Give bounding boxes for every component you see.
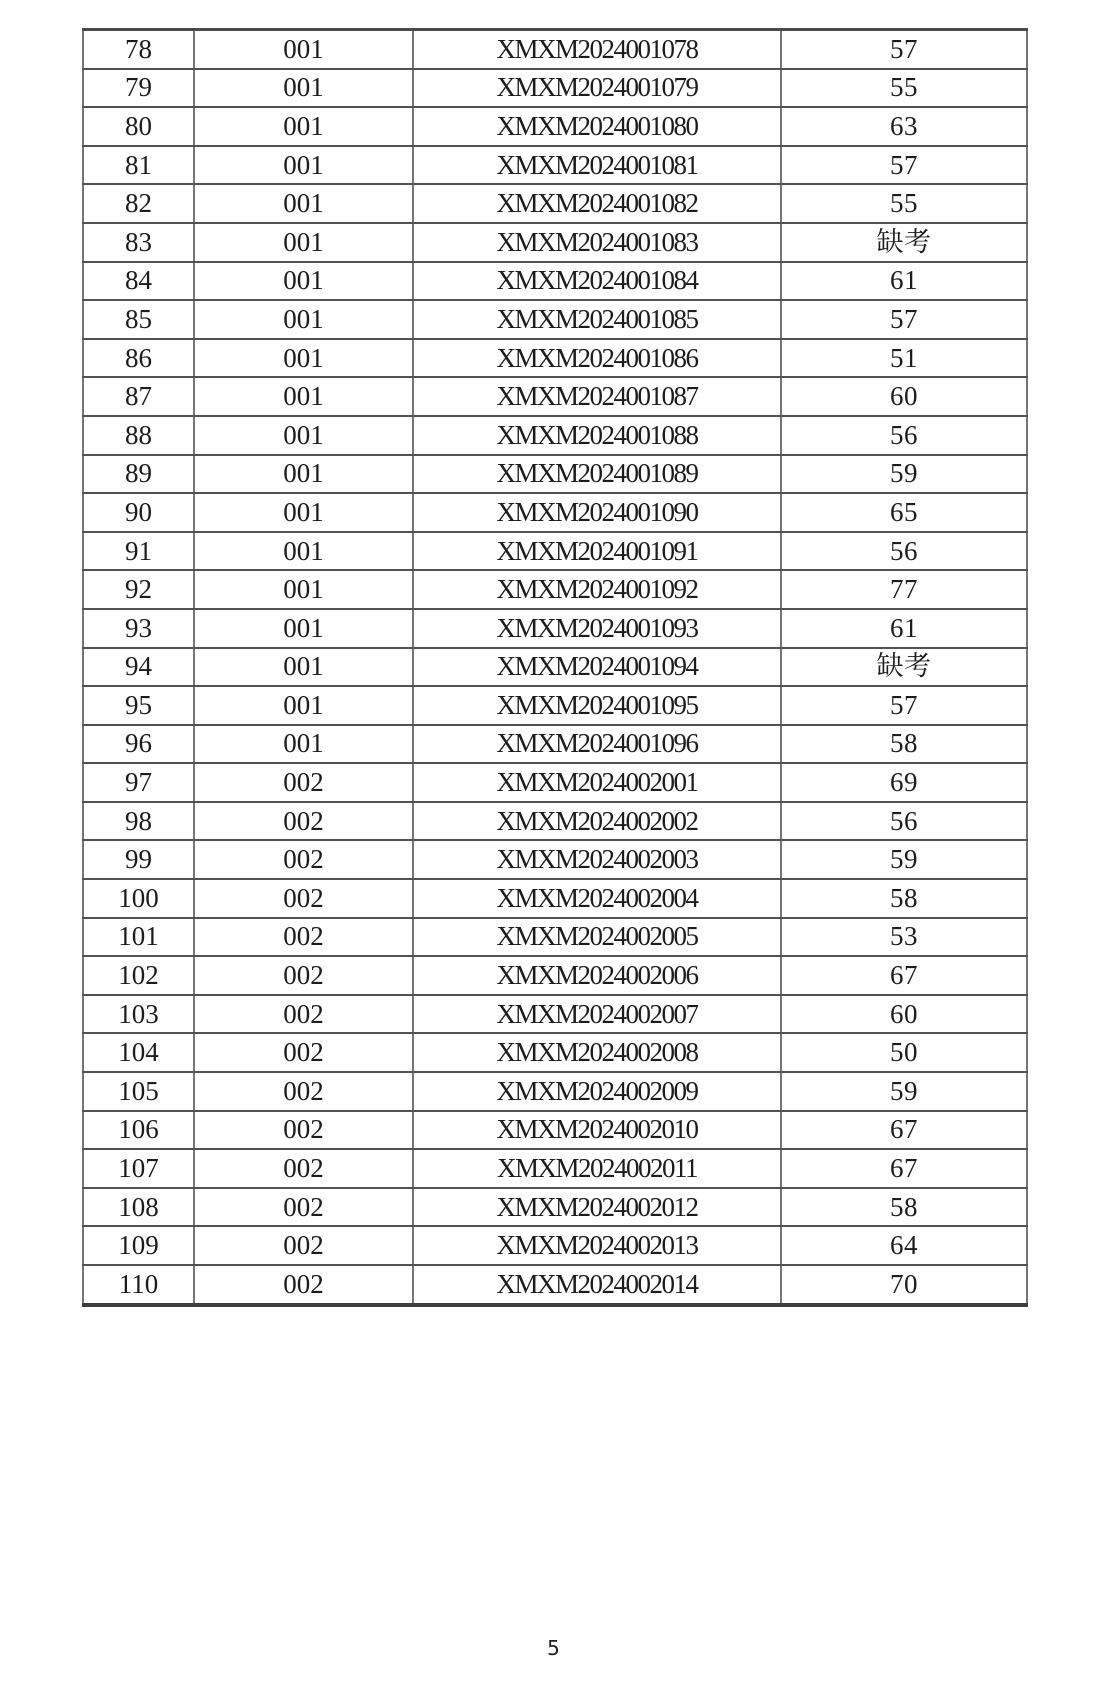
- table-row: [83, 339, 1027, 378]
- score-cell: 56: [781, 802, 1027, 841]
- row-number-cell: 99: [83, 840, 194, 879]
- row-number-cell: 107: [83, 1149, 194, 1188]
- score-cell: 58: [781, 1188, 1027, 1227]
- site-code-cell: 001: [194, 416, 413, 455]
- table-row: [83, 840, 1027, 879]
- score-cell: 51: [781, 339, 1027, 378]
- row-number-cell: 78: [83, 30, 194, 69]
- score-cell: 65: [781, 493, 1027, 532]
- table-row: [83, 416, 1027, 455]
- row-number-cell: 91: [83, 532, 194, 571]
- exam-id-cell: XMXM2024001081: [413, 146, 781, 185]
- exam-id-cell: XMXM2024001089: [413, 455, 781, 494]
- table-row: [83, 107, 1027, 146]
- site-code-cell: 001: [194, 493, 413, 532]
- table-row: [83, 609, 1027, 648]
- row-number-cell: 90: [83, 493, 194, 532]
- table-row: [83, 455, 1027, 494]
- row-number-cell: 93: [83, 609, 194, 648]
- table-row: [83, 262, 1027, 301]
- table-row: [83, 1072, 1027, 1111]
- row-number-cell: 101: [83, 918, 194, 957]
- site-code-cell: 001: [194, 455, 413, 494]
- exam-id-cell: XMXM2024001088: [413, 416, 781, 455]
- site-code-cell: 001: [194, 184, 413, 223]
- exam-id-cell: XMXM2024001093: [413, 609, 781, 648]
- site-code-cell: 002: [194, 995, 413, 1034]
- score-cell: 57: [781, 686, 1027, 725]
- score-cell: 58: [781, 879, 1027, 918]
- exam-id-cell: XMXM2024001095: [413, 686, 781, 725]
- exam-id-cell: XMXM2024001080: [413, 107, 781, 146]
- table-row: [83, 995, 1027, 1034]
- table-row: [83, 725, 1027, 764]
- exam-id-cell: XMXM2024001079: [413, 69, 781, 108]
- exam-id-cell: XMXM2024002001: [413, 763, 781, 802]
- site-code-cell: 002: [194, 1226, 413, 1265]
- row-number-cell: 87: [83, 377, 194, 416]
- score-cell: 57: [781, 300, 1027, 339]
- row-number-cell: 106: [83, 1111, 194, 1150]
- score-cell: 56: [781, 416, 1027, 455]
- score-cell: 70: [781, 1265, 1027, 1305]
- table-row: [83, 69, 1027, 108]
- site-code-cell: 002: [194, 956, 413, 995]
- row-number-cell: 89: [83, 455, 194, 494]
- exam-id-cell: XMXM2024001082: [413, 184, 781, 223]
- row-number-cell: 108: [83, 1188, 194, 1227]
- exam-id-cell: XMXM2024001083: [413, 223, 781, 262]
- exam-id-cell: XMXM2024001085: [413, 300, 781, 339]
- row-number-cell: 83: [83, 223, 194, 262]
- site-code-cell: 001: [194, 107, 413, 146]
- score-cell: 63: [781, 107, 1027, 146]
- site-code-cell: 002: [194, 1033, 413, 1072]
- row-number-cell: 95: [83, 686, 194, 725]
- exam-id-cell: XMXM2024001091: [413, 532, 781, 571]
- site-code-cell: 002: [194, 763, 413, 802]
- exam-id-cell: XMXM2024001078: [413, 30, 781, 69]
- table-row: [83, 763, 1027, 802]
- row-number-cell: 105: [83, 1072, 194, 1111]
- row-number-cell: 96: [83, 725, 194, 764]
- score-cell: 56: [781, 532, 1027, 571]
- row-number-cell: 98: [83, 802, 194, 841]
- exam-id-cell: XMXM2024002008: [413, 1033, 781, 1072]
- row-number-cell: 102: [83, 956, 194, 995]
- row-number-cell: 84: [83, 262, 194, 301]
- score-table-body: [83, 30, 1027, 1305]
- site-code-cell: 001: [194, 339, 413, 378]
- table-row: [83, 377, 1027, 416]
- exam-id-cell: XMXM2024002005: [413, 918, 781, 957]
- table-row: [83, 30, 1027, 69]
- exam-id-cell: XMXM2024001096: [413, 725, 781, 764]
- exam-id-cell: XMXM2024001086: [413, 339, 781, 378]
- row-number-cell: 82: [83, 184, 194, 223]
- site-code-cell: 002: [194, 1265, 413, 1305]
- row-number-cell: 80: [83, 107, 194, 146]
- table-row: [83, 1149, 1027, 1188]
- table-row: [83, 1033, 1027, 1072]
- site-code-cell: 001: [194, 686, 413, 725]
- site-code-cell: 002: [194, 918, 413, 957]
- exam-id-cell: XMXM2024002009: [413, 1072, 781, 1111]
- exam-id-cell: XMXM2024002007: [413, 995, 781, 1034]
- exam-id-cell: XMXM2024002012: [413, 1188, 781, 1227]
- site-code-cell: 002: [194, 1188, 413, 1227]
- score-cell: 50: [781, 1033, 1027, 1072]
- score-cell: 58: [781, 725, 1027, 764]
- site-code-cell: 002: [194, 840, 413, 879]
- score-cell: 60: [781, 995, 1027, 1034]
- score-cell: 61: [781, 262, 1027, 301]
- exam-id-cell: XMXM2024002006: [413, 956, 781, 995]
- exam-id-cell: XMXM2024001092: [413, 570, 781, 609]
- score-cell: 57: [781, 146, 1027, 185]
- site-code-cell: 001: [194, 223, 413, 262]
- table-row: [83, 956, 1027, 995]
- site-code-cell: 001: [194, 69, 413, 108]
- score-table: [82, 28, 1028, 1307]
- site-code-cell: 001: [194, 648, 413, 687]
- score-cell: 67: [781, 956, 1027, 995]
- row-number-cell: 103: [83, 995, 194, 1034]
- site-code-cell: 001: [194, 609, 413, 648]
- exam-id-cell: XMXM2024002011: [413, 1149, 781, 1188]
- row-number-cell: 110: [83, 1265, 194, 1305]
- table-row: [83, 146, 1027, 185]
- exam-id-cell: XMXM2024002010: [413, 1111, 781, 1150]
- table-row: [83, 1111, 1027, 1150]
- score-cell: 53: [781, 918, 1027, 957]
- table-row: [83, 300, 1027, 339]
- score-cell: 55: [781, 69, 1027, 108]
- site-code-cell: 002: [194, 802, 413, 841]
- score-cell: 67: [781, 1149, 1027, 1188]
- row-number-cell: 104: [83, 1033, 194, 1072]
- row-number-cell: 79: [83, 69, 194, 108]
- row-number-cell: 81: [83, 146, 194, 185]
- score-cell: 59: [781, 455, 1027, 494]
- score-cell: 69: [781, 763, 1027, 802]
- site-code-cell: 001: [194, 30, 413, 69]
- score-cell: 缺考: [781, 648, 1027, 687]
- page-number: 5: [547, 1636, 560, 1660]
- score-cell: 59: [781, 840, 1027, 879]
- table-row: [83, 686, 1027, 725]
- table-row: [83, 532, 1027, 571]
- exam-id-cell: XMXM2024001087: [413, 377, 781, 416]
- row-number-cell: 94: [83, 648, 194, 687]
- score-cell: 60: [781, 377, 1027, 416]
- site-code-cell: 001: [194, 725, 413, 764]
- site-code-cell: 001: [194, 377, 413, 416]
- score-cell: 64: [781, 1226, 1027, 1265]
- table-row: [83, 184, 1027, 223]
- exam-id-cell: XMXM2024001084: [413, 262, 781, 301]
- exam-id-cell: XMXM2024002004: [413, 879, 781, 918]
- exam-id-cell: XMXM2024001090: [413, 493, 781, 532]
- exam-id-cell: XMXM2024002003: [413, 840, 781, 879]
- score-cell: 77: [781, 570, 1027, 609]
- table-row: [83, 1188, 1027, 1227]
- exam-id-cell: XMXM2024001094: [413, 648, 781, 687]
- row-number-cell: 92: [83, 570, 194, 609]
- site-code-cell: 001: [194, 146, 413, 185]
- row-number-cell: 88: [83, 416, 194, 455]
- score-cell: 59: [781, 1072, 1027, 1111]
- site-code-cell: 002: [194, 879, 413, 918]
- score-cell: 缺考: [781, 223, 1027, 262]
- row-number-cell: 109: [83, 1226, 194, 1265]
- table-row: [83, 648, 1027, 687]
- table-row: [83, 570, 1027, 609]
- site-code-cell: 002: [194, 1072, 413, 1111]
- table-row: [83, 223, 1027, 262]
- score-cell: 61: [781, 609, 1027, 648]
- exam-id-cell: XMXM2024002014: [413, 1265, 781, 1305]
- site-code-cell: 002: [194, 1149, 413, 1188]
- table-row: [83, 1265, 1027, 1305]
- site-code-cell: 001: [194, 300, 413, 339]
- row-number-cell: 100: [83, 879, 194, 918]
- score-cell: 55: [781, 184, 1027, 223]
- exam-id-cell: XMXM2024002002: [413, 802, 781, 841]
- table-row: [83, 802, 1027, 841]
- exam-id-cell: XMXM2024002013: [413, 1226, 781, 1265]
- table-row: [83, 493, 1027, 532]
- site-code-cell: 001: [194, 262, 413, 301]
- row-number-cell: 97: [83, 763, 194, 802]
- table-row: [83, 918, 1027, 957]
- table-row: [83, 879, 1027, 918]
- site-code-cell: 002: [194, 1111, 413, 1150]
- site-code-cell: 001: [194, 570, 413, 609]
- table-row: [83, 1226, 1027, 1265]
- row-number-cell: 85: [83, 300, 194, 339]
- row-number-cell: 86: [83, 339, 194, 378]
- site-code-cell: 001: [194, 532, 413, 571]
- score-cell: 67: [781, 1111, 1027, 1150]
- score-cell: 57: [781, 30, 1027, 69]
